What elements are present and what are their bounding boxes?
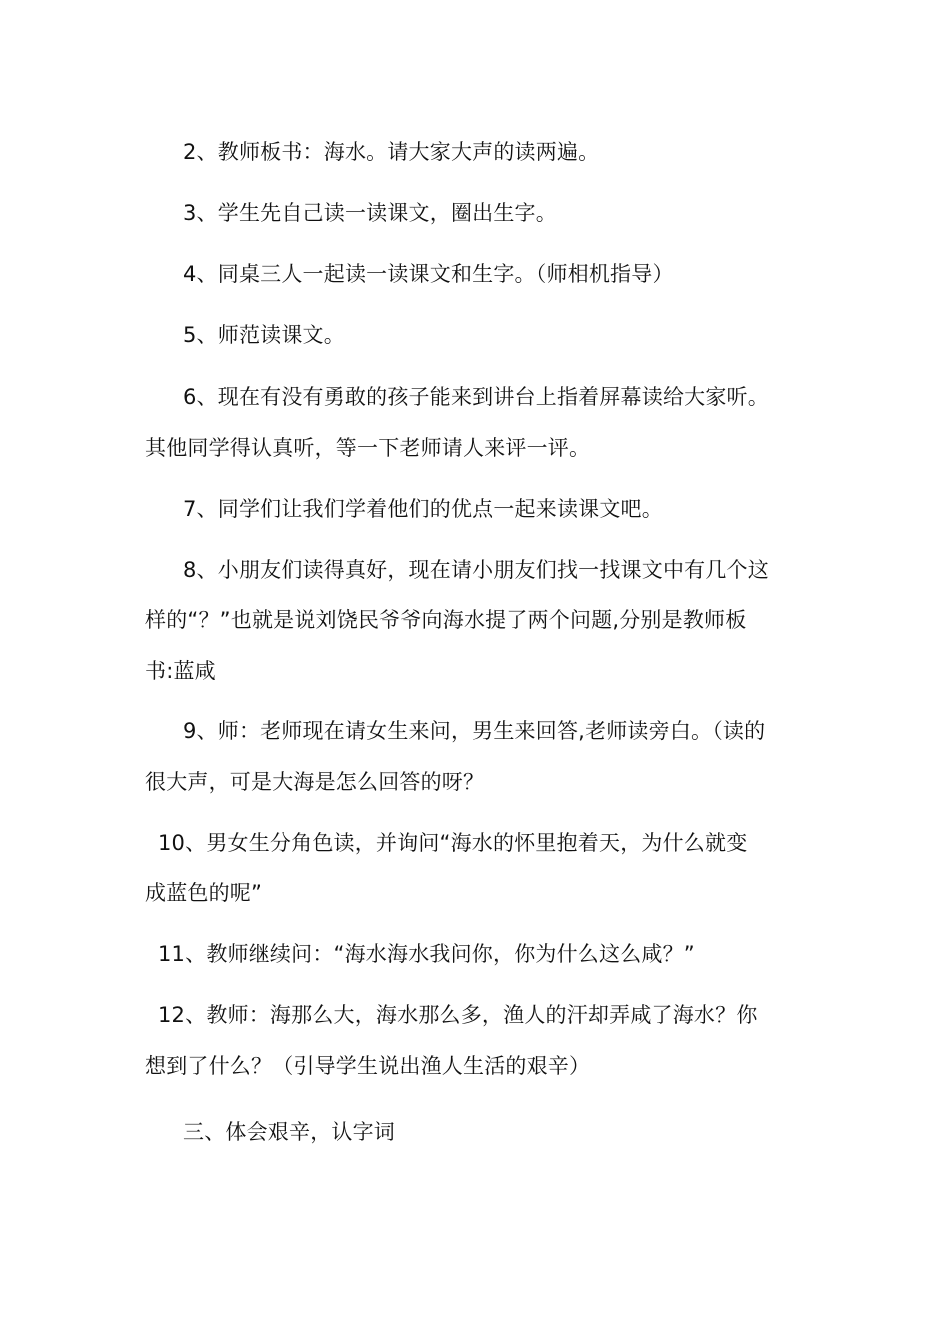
paragraph-8-line-3: 书:蓝咸 [145,659,216,683]
paragraph-12-line-2: 想到了什么？（引导学生说出渔人生活的艰辛） [145,1054,591,1078]
paragraph-4-line-1: 4、同桌三人一起读一读课文和生字。（师相机指导） [183,262,674,286]
paragraph-2-line-1: 2、教师板书：海水。请大家大声的读两遍。 [183,140,600,164]
paragraph-12-line-1: 12、教师：海那么大，海水那么多，渔人的汗却弄咸了海水？你 [158,1003,758,1027]
paragraph-7-line-1: 7、同学们让我们学着他们的优点一起来读课文吧。 [183,497,663,521]
paragraph-10-line-2: 成蓝色的呢” [145,881,263,905]
paragraph-6-line-2: 其他同学得认真听，等一下老师请人来评一评。 [145,436,591,460]
paragraph-10-line-1: 10、男女生分角色读，并询问“海水的怀里抱着天，为什么就变 [158,831,748,855]
paragraph-9-line-1: 9、师：老师现在请女生来问，男生来回答,老师读旁白。（读的 [183,719,766,743]
paragraph-6-line-1: 6、现在有没有勇敢的孩子能来到讲台上指着屏幕读给大家听。 [183,385,769,409]
section-heading-3: 三、体会艰辛，认字词 [183,1120,395,1144]
paragraph-3-line-1: 3、学生先自己读一读课文，圈出生字。 [183,201,557,225]
paragraph-11-line-1: 11、教师继续问：“海水海水我问你，你为什么这么咸？” [158,942,695,966]
paragraph-9-line-2: 很大声，可是大海是怎么回答的呀？ [145,770,485,794]
paragraph-5-line-1: 5、师范读课文。 [183,323,345,347]
paragraph-8-line-2: 样的“？”也就是说刘饶民爷爷向海水提了两个问题,分别是教师板 [145,608,747,632]
paragraph-8-line-1: 8、小朋友们读得真好，现在请小朋友们找一找课文中有几个这 [183,558,769,582]
